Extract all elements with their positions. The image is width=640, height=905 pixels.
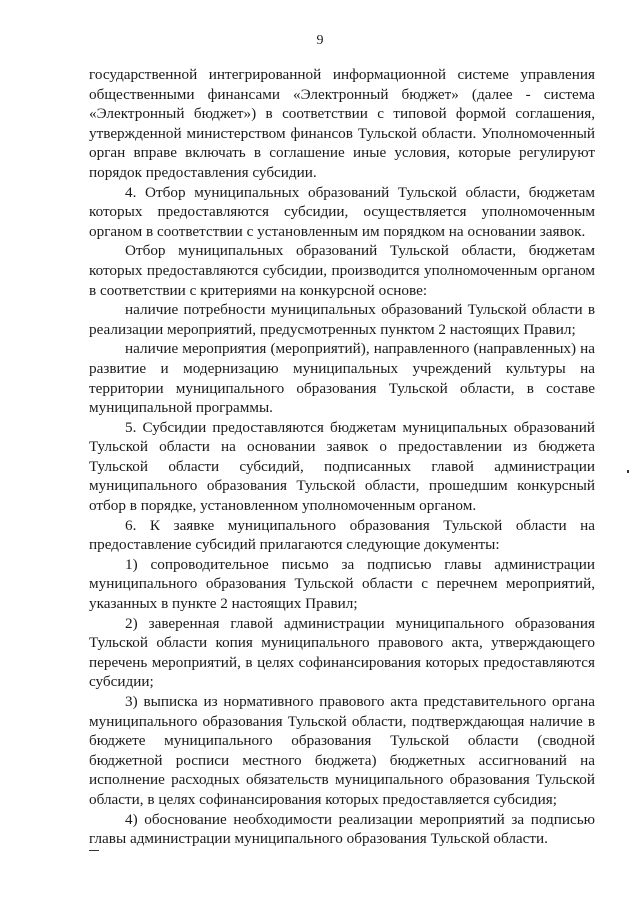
paragraph-document-1: 1) сопроводительное письмо за подписью главы администрации муниципального образования Тульской области с перечнем мероприятий, указанных в пункте 2 настоящих Правил; [89,555,595,613]
paragraph-item-6: 6. К заявке муниципального образования Тульской области на предоставление субсидий прилагаются следующие документы: [89,516,595,554]
paragraph-item-5: 5. Субсидии предоставляются бюджетам муниципальных образований Тульской области на основании заявок о предоставлении из бюджета Тульской области субсидий, подписанных главой администрации муниципального образования Тульской области, прошедшим конкурсный отбор в порядке, установленном уполномоченным органом. [89,418,595,515]
margin-mark [627,470,629,473]
paragraph-continuation: государственной интегрированной информационной системе управления общественными финансами «Электронный бюджет» (далее - система «Электронный бюджет») в соответствии с типовой формой соглашения, утвержденной министерством финансов Тульской области. Уполномоченный орган вправе включать в соглашение иные условия, которые регулируют порядок предоставления субсидии. [89,66,595,181]
paragraph-criterion-measure: наличие мероприятия (мероприятий), направленного (направленных) на развитие и модернизацию муниципальных учреждений культуры на территории муниципального образования Тульской области, в составе муниципальной программы. [89,340,595,417]
paragraph-item-4: 4. Отбор муниципальных образований Тульской области, бюджетам которых предоставляются субсидии, осуществляется уполномоченным органом в соответствии с установленным им порядком на основании заявок. [89,183,595,240]
footer-dash-mark [89,850,99,851]
paragraph-document-3: 3) выписка из нормативного правового акта представительного органа муниципального образования Тульской области, подтверждающая наличие в бюджете муниципального образования Тульской области (сводной бюджетной росписи местного бюджета) бюджетных ассигнований на исполнение расходных обязательств муниципального образования Тульской области, в целях софинансирования которых предоставляется субсидия; [89,693,595,808]
paragraph-document-2: 2) заверенная главой администрации муниципального образования Тульской области копия муниципального правового акта, утверждающего перечень мероприятий, в целях софинансирования которых предоставляются субсидии; [89,614,595,691]
paragraph-document-4: 4) обоснование необходимости реализации мероприятий за подписью главы администрации муниципального образования Тульской области. [89,810,595,848]
document-body [89,65,595,849]
paragraph-criterion-need: наличие потребности муниципальных образований Тульской области в реализации мероприятий, предусмотренных пунктом 2 настоящих Правил; [89,301,595,338]
page-number: 9 [316,33,324,48]
paragraph-selection-criteria: Отбор муниципальных образований Тульской области, бюджетам которых предоставляются субсидии, производится уполномоченным органом в соответствии с критериями на конкурсной основе: [89,242,595,299]
